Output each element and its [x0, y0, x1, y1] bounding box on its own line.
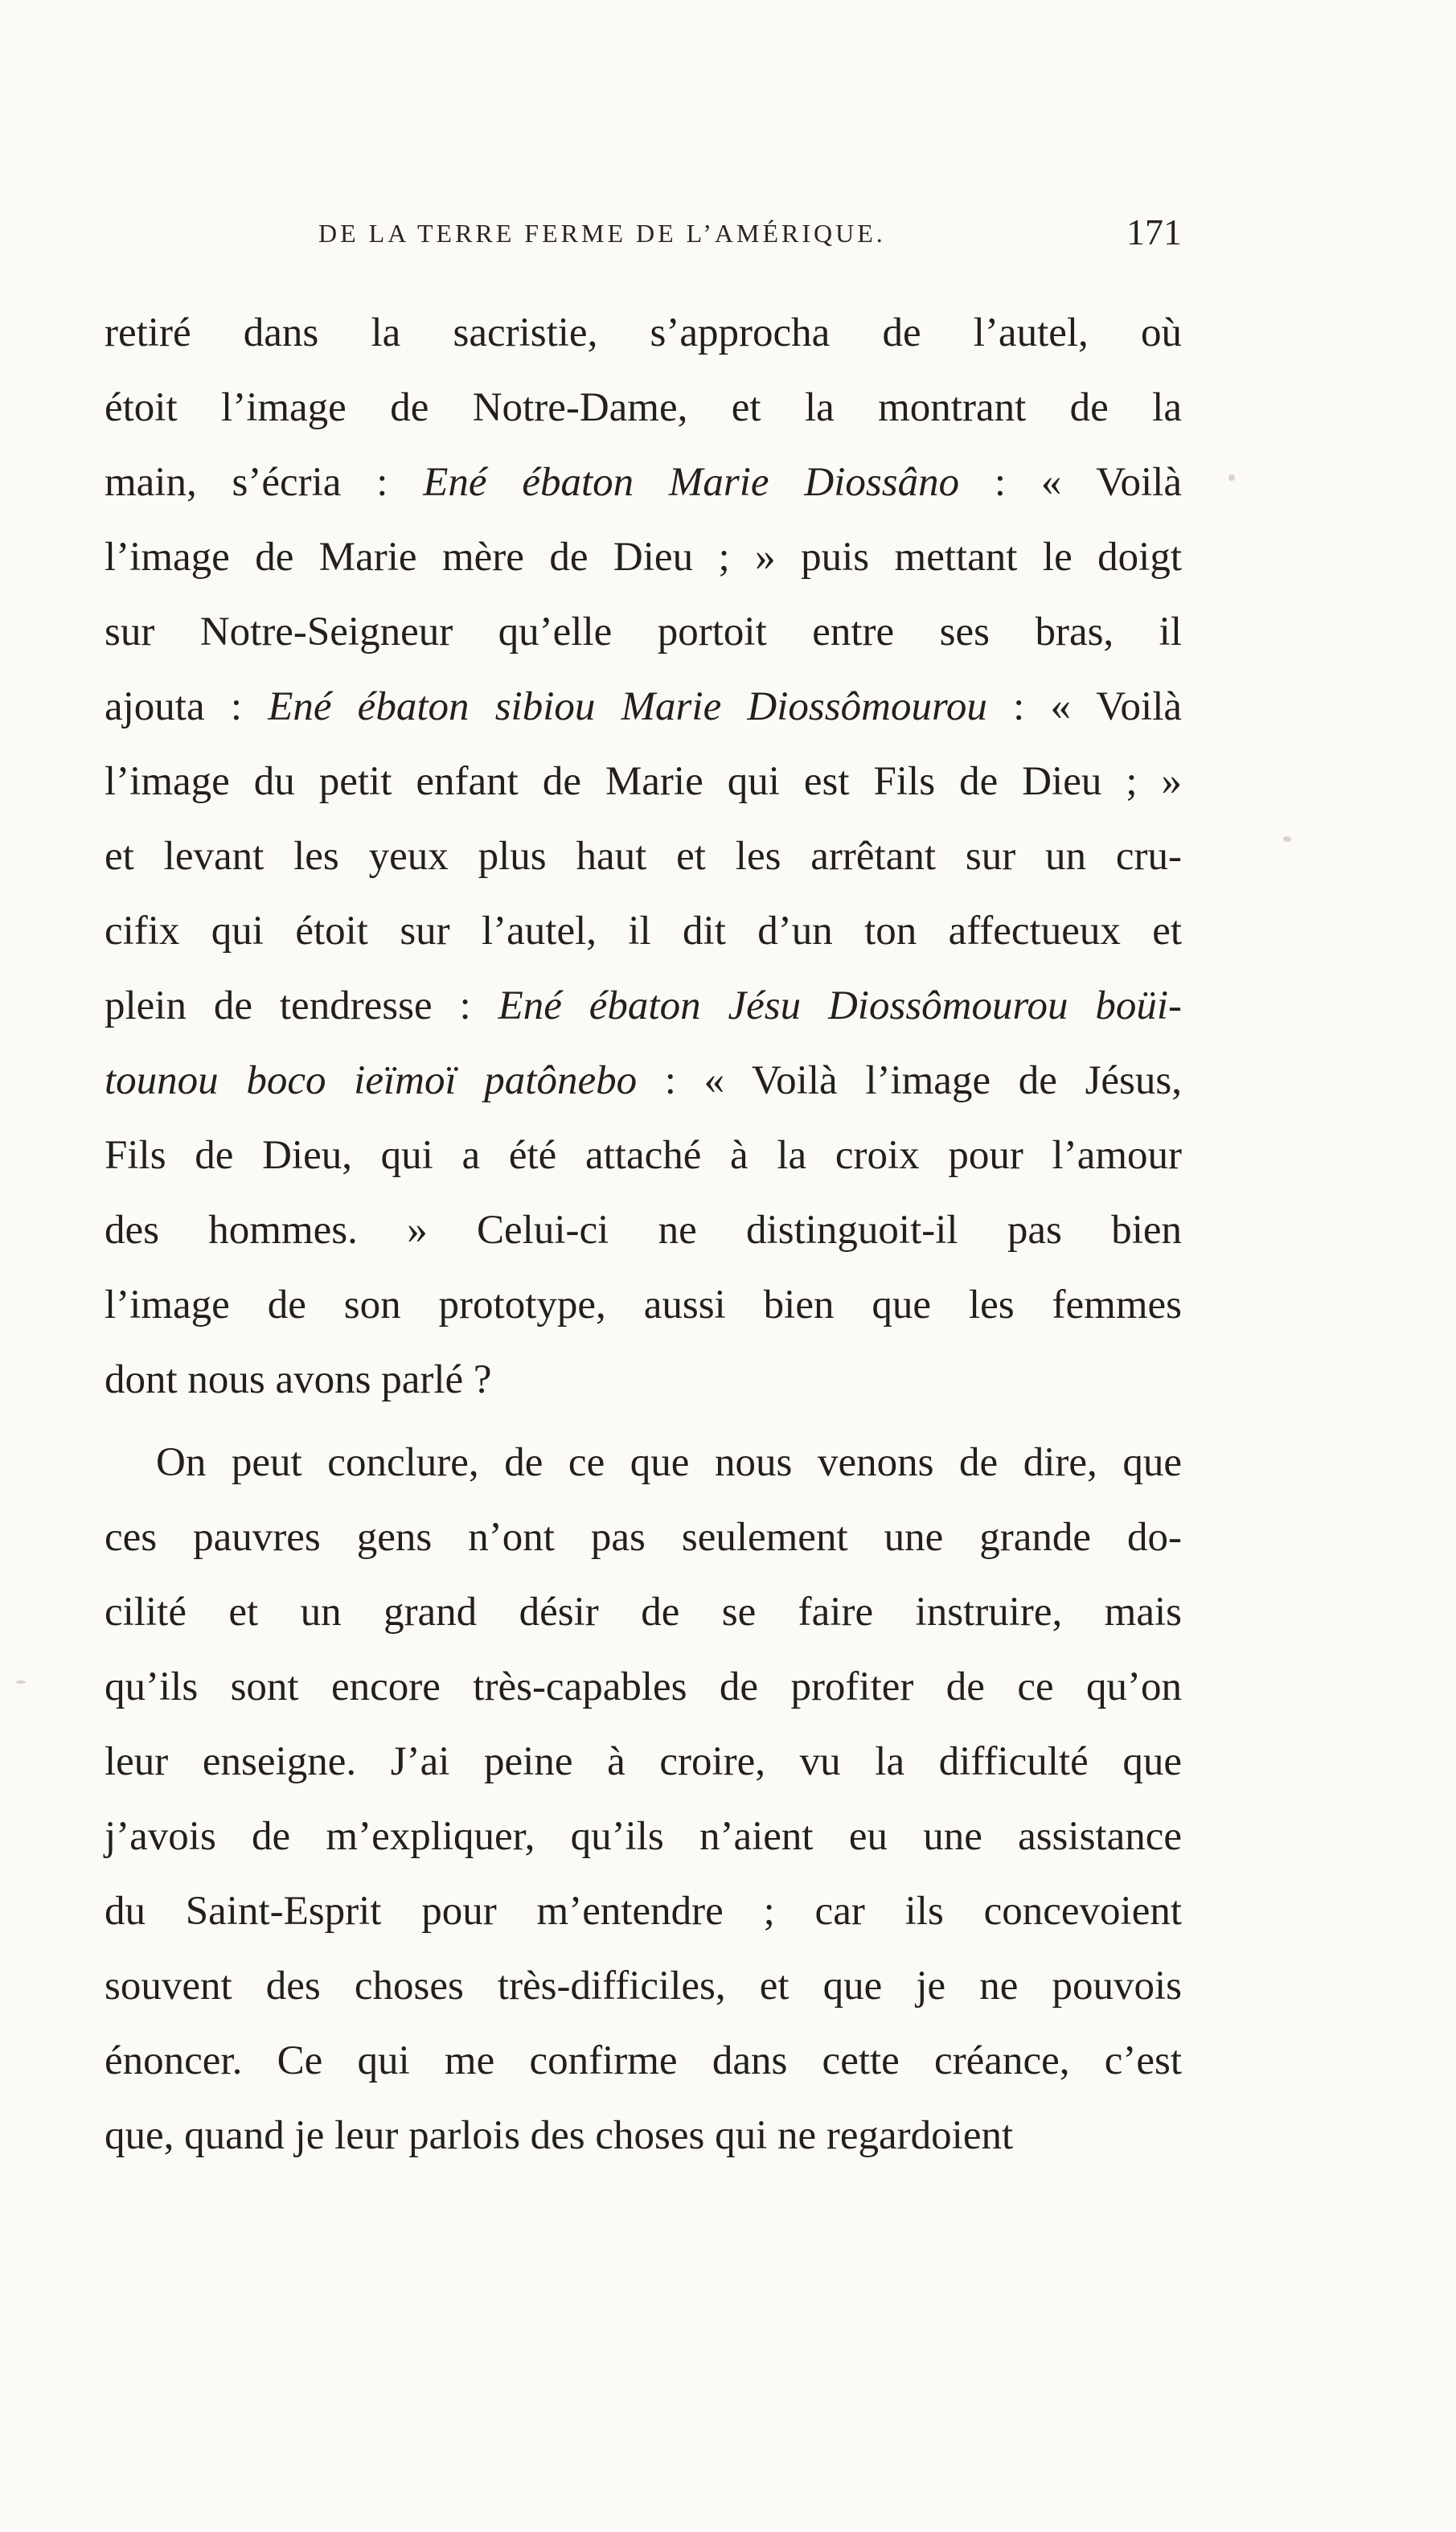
text-run: qu’ils sont encore très-capables de profiter de ce qu’on — [105, 1664, 1182, 1709]
text-run: l’image de Marie mère de Dieu ; » puis mettant le doigt — [105, 535, 1182, 580]
text-run: leur enseigne. J’ai peine à croire, vu la difficulté que — [105, 1739, 1182, 1784]
italic-text: tounou boco ieïmoï patônebo — [105, 1058, 638, 1103]
paper-speck — [1283, 836, 1291, 842]
text-line — [105, 1343, 1182, 1418]
text-line — [105, 1268, 1182, 1343]
text-line — [105, 1725, 1182, 1799]
text-run: retiré dans la sacristie, s’approcha de l’autel, où — [105, 310, 1182, 355]
text-run: : « Voilà l’image de Jésus, — [637, 1058, 1182, 1103]
text-run: cifix qui étoit sur l’autel, il dit d’un ton affectueux et — [105, 909, 1182, 954]
paragraph — [105, 1426, 1182, 2173]
text-line — [105, 371, 1182, 445]
text-run: j’avois de m’expliquer, qu’ils n’aient eu une assistance — [105, 1814, 1182, 1859]
paragraph — [105, 296, 1182, 1418]
text-line — [105, 1193, 1182, 1268]
text-run: : « Voilà — [986, 684, 1182, 729]
text-run: On peut conclure, de ce que nous venons de dire, que — [156, 1440, 1182, 1485]
italic-text: Ené ébaton Jésu Diossômourou boüi- — [498, 983, 1182, 1028]
page-number: 171 — [1126, 211, 1182, 252]
text-line — [105, 670, 1182, 745]
text-line — [105, 1500, 1182, 1575]
text-line — [105, 2099, 1182, 2173]
text-run: main, s’écria : — [105, 460, 424, 505]
text-line — [105, 969, 1182, 1044]
text-run: que, quand je leur parlois des choses qui ne regardoient — [105, 2113, 1014, 2158]
text-line — [105, 1949, 1182, 2024]
text-line — [105, 1044, 1182, 1118]
body-text — [105, 296, 1182, 2173]
running-head — [113, 211, 1182, 251]
text-run: dont nous avons parlé ? — [105, 1357, 492, 1402]
italic-text: Ené ébaton Marie Diossâno — [423, 460, 960, 505]
text-run: l’image de son prototype, aussi bien que les femmes — [105, 1282, 1182, 1328]
text-line — [105, 1650, 1182, 1725]
text-run: : « Voilà — [959, 460, 1182, 505]
text-run: énoncer. Ce qui me confirme dans cette créance, c’est — [105, 2038, 1182, 2083]
text-line — [105, 1874, 1182, 1949]
text-run: Fils de Dieu, qui a été attaché à la croix pour l’amour — [105, 1133, 1182, 1178]
text-line — [105, 894, 1182, 969]
text-line — [105, 2024, 1182, 2099]
text-line — [105, 520, 1182, 595]
text-run: étoit l’image de Notre-Dame, et la montrant de la — [105, 385, 1182, 430]
text-run: et levant les yeux plus haut et les arrêtant sur un cru- — [105, 834, 1182, 879]
text-run: l’image du petit enfant de Marie qui est Fils de Dieu ; » — [105, 759, 1182, 804]
paragraph-gap — [105, 1418, 1182, 1426]
text-line — [105, 745, 1182, 819]
text-line — [105, 1118, 1182, 1193]
text-line — [105, 1575, 1182, 1650]
text-line — [105, 1799, 1182, 1874]
text-line — [105, 819, 1182, 894]
text-line — [105, 445, 1182, 520]
text-line — [105, 296, 1182, 371]
text-run: sur Notre-Seigneur qu’elle portoit entre ses bras, il — [105, 609, 1182, 655]
text-run: ajouta : — [105, 684, 269, 729]
text-run: du Saint-Esprit pour m’entendre ; car ils concevoient — [105, 1889, 1182, 1934]
paper-speck — [1228, 474, 1235, 481]
text-run: ces pauvres gens n’ont pas seulement une grande do- — [105, 1515, 1182, 1560]
text-run: plein de tendresse : — [105, 983, 498, 1028]
text-line — [105, 595, 1182, 670]
text-run: des hommes. » Celui-ci ne distinguoit-il pas bien — [105, 1208, 1182, 1253]
paper-speck — [16, 1680, 26, 1684]
running-title: DE LA TERRE FERME DE L’AMÉRIQUE. — [318, 219, 886, 248]
text-line — [105, 1426, 1182, 1500]
text-run: souvent des choses très-difficiles, et que je ne pouvois — [105, 1964, 1182, 2009]
italic-text: Ené ébaton sibiou Marie Diossômourou — [268, 684, 987, 729]
text-run: cilité et un grand désir de se faire instruire, mais — [105, 1590, 1182, 1635]
